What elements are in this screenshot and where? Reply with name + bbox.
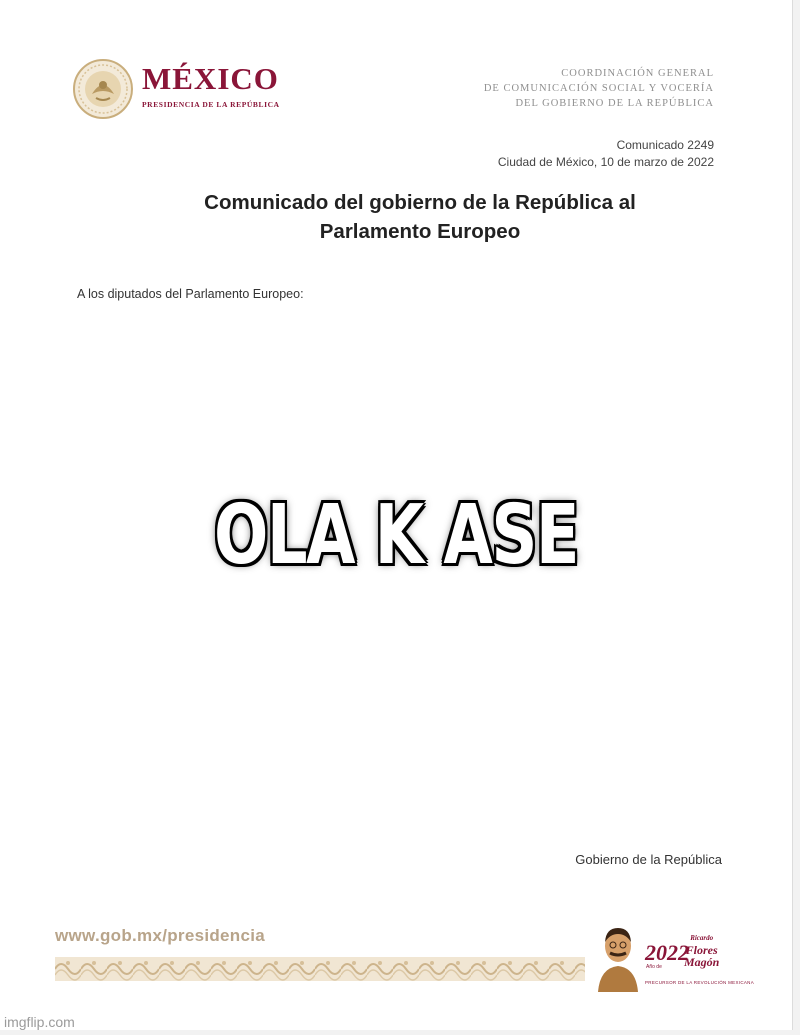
document-title: [110, 188, 730, 246]
title-line-1: Comunicado del gobierno de la República al: [204, 191, 636, 214]
hero-subtitle: PRECURSOR DE LA REVOLUCIÓN MEXICANA: [645, 980, 755, 985]
communique-number: Comunicado 2249: [616, 138, 714, 152]
hero-first-name: Ricardo: [690, 934, 714, 942]
hero-name-2: Magón: [684, 955, 720, 969]
brand-title: MÉXICO: [142, 61, 279, 96]
year-badge: [645, 940, 689, 966]
coordination-block: [484, 66, 714, 111]
salutation: A los diputados del Parlamento Europeo:: [77, 287, 304, 301]
title-line-2: Parlamento Europeo: [319, 220, 521, 243]
coordination-line-2: DE COMUNICACIÓN SOCIAL Y VOCERÍA: [483, 83, 714, 94]
coordination-line-3: DEL GOBIERNO DE LA REPÚBLICA: [515, 98, 714, 109]
national-seal-icon: [72, 58, 134, 120]
portrait-icon: [592, 920, 644, 992]
hero-name: [684, 932, 719, 968]
watermark: imgflip.com: [4, 1014, 75, 1030]
signature: Gobierno de la República: [575, 852, 722, 867]
decorative-band: [55, 957, 585, 981]
meme-caption: OLA K ASE: [214, 488, 578, 583]
footer-url: www.gob.mx/presidencia: [55, 926, 266, 945]
year-caption: Año de: [646, 964, 662, 970]
brand-subtitle: PRESIDENCIA DE LA REPÚBLICA: [142, 100, 280, 109]
hero-name-1: Flores: [685, 943, 718, 957]
communique-reference: [498, 137, 714, 171]
place-date: Ciudad de México, 10 de marzo de 2022: [497, 155, 714, 169]
coordination-line-1: COORDINACIÓN GENERAL: [561, 68, 714, 79]
year-text: 2022: [645, 940, 689, 965]
